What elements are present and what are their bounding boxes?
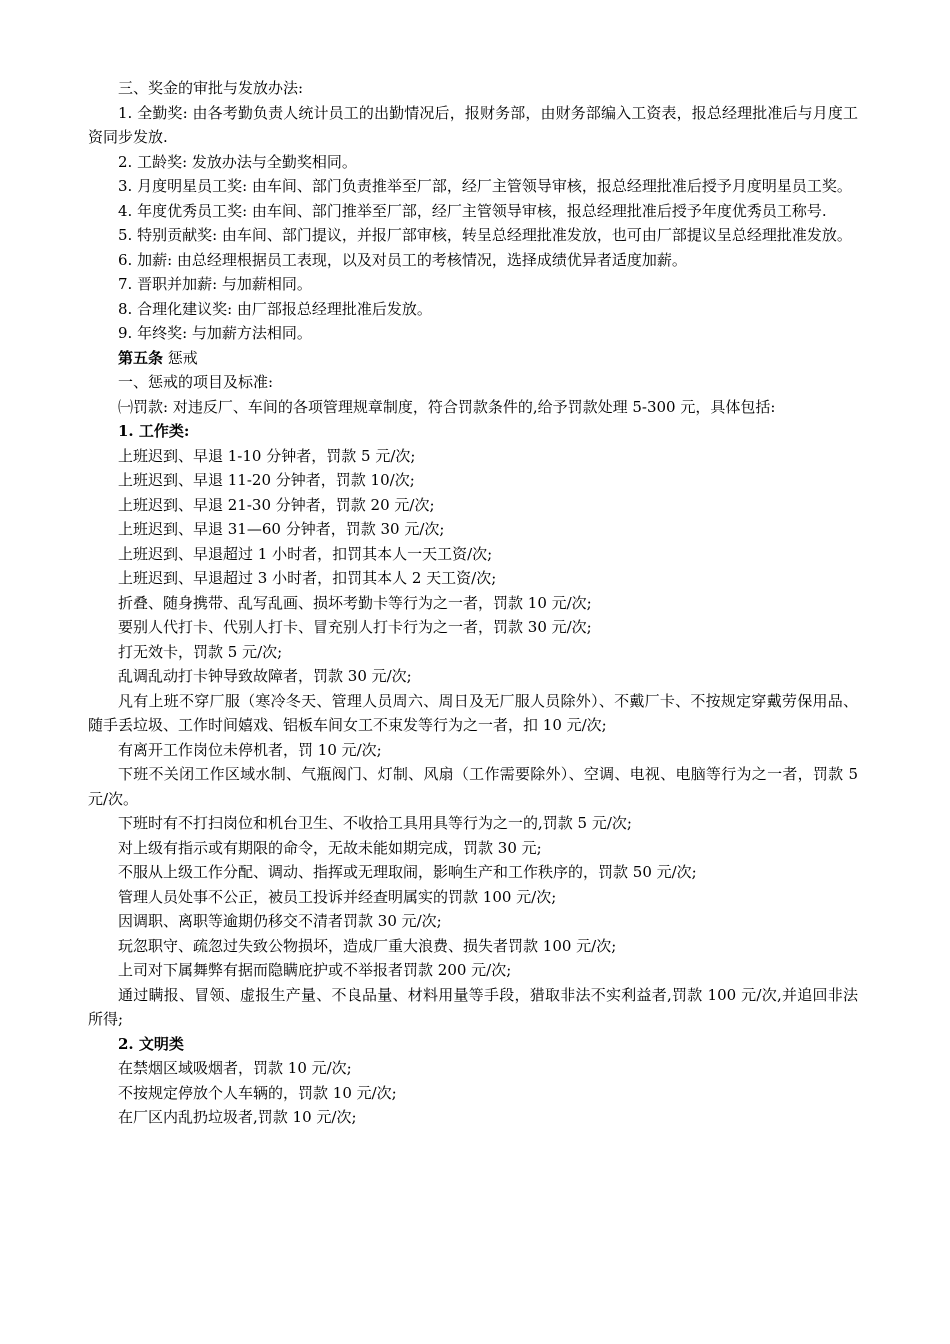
paragraph: 一、惩戒的项目及标准: xyxy=(118,373,274,391)
paragraph: 5. 特别贡献奖: 由车间、部门提议，并报厂部审核，转呈总经理批准发放，也可由厂部提议呈总经理批准发放。 xyxy=(118,226,852,244)
list-item: 上班迟到、早退超过 1 小时者，扣罚其本人一天工资/次; xyxy=(118,544,493,563)
list-item: 对上级有指示或有期限的命令，无故未能如期完成，罚款 30 元; xyxy=(118,838,542,857)
list-item: 要别人代打卡、代别人打卡、冒充别人打卡行为之一者，罚款 30 元/次; xyxy=(118,618,592,636)
section-title: 1. 工作类: xyxy=(118,422,190,440)
paragraph: 三、奖金的审批与发放办法: xyxy=(118,79,304,97)
list-item: 上班迟到、早退超过 3 小时者，扣罚其本人 2 天工资/次; xyxy=(118,569,497,587)
list-item: 通过瞒报、冒领、虚报生产量、不良品量、材料用量等手段，猎取非法不实利益者,罚款 100 元/次,并追回非法所得; xyxy=(88,985,858,1028)
list-item: 玩忽职守、疏忽过失致公物损坏，造成厂重大浪费、损失者罚款 100 元/次; xyxy=(118,936,617,955)
list-item: 上司对下属舞弊有据而隐瞒庇护或不举报者罚款 200 元/次; xyxy=(118,961,512,979)
article-heading xyxy=(88,346,858,371)
paragraph: 1. 全勤奖: 由各考勤负责人统计员工的出勤情况后，报财务部，由财务部编入工资表，报总经理批准后与月度工资同步发放. xyxy=(88,103,858,146)
list-item: 打无效卡，罚款 5 元/次; xyxy=(118,642,283,661)
paragraph: 2. 工龄奖: 发放办法与全勤奖相同。 xyxy=(118,152,357,171)
list-item: 乱调乱动打卡钟导致故障者，罚款 30 元/次; xyxy=(118,667,412,685)
paragraph: 3. 月度明星员工奖: 由车间、部门负责推举至厂部，经厂主管领导审核，报总经理批准后授予月度明星员工奖。 xyxy=(118,177,852,195)
list-item: 在厂区内乱扔垃圾者,罚款 10 元/次; xyxy=(118,1108,357,1126)
list-item: 折叠、随身携带、乱写乱画、损坏考勤卡等行为之一者，罚款 10 元/次; xyxy=(118,593,592,612)
paragraph: 6. 加薪: 由总经理根据员工表现，以及对员工的考核情况，选择成绩优异者适度加薪。 xyxy=(118,250,687,269)
list-item: 下班时有不打扫岗位和机台卫生、不收拾工具用具等行为之一的,罚款 5 元/次; xyxy=(118,814,632,832)
list-item: 不按规定停放个人车辆的，罚款 10 元/次; xyxy=(118,1083,397,1102)
list-item: 上班迟到、早退 11-20 分钟者，罚款 10/次; xyxy=(118,471,415,489)
section-heading xyxy=(88,419,858,444)
paragraph: 8. 合理化建议奖: 由厂部报总经理批准后发放。 xyxy=(118,299,432,318)
paragraph: 9. 年终奖: 与加薪方法相同。 xyxy=(118,324,312,342)
list-item: 有离开工作岗位未停机者，罚 10 元/次; xyxy=(118,740,382,759)
list-item: 上班迟到、早退 21-30 分钟者，罚款 20 元/次; xyxy=(118,495,435,514)
list-item: 上班迟到、早退 31—60 分钟者，罚款 30 元/次; xyxy=(118,520,445,538)
list-item: 管理人员处事不公正，被员工投诉并经查明属实的罚款 100 元/次; xyxy=(118,887,557,906)
section-heading xyxy=(88,1032,858,1057)
section-title: 2. 文明类 xyxy=(118,1034,184,1053)
article-number: 第五条 xyxy=(118,348,164,367)
list-item: 因调职、离职等逾期仍移交不清者罚款 30 元/次; xyxy=(118,912,442,930)
article-title: 惩戒 xyxy=(163,348,198,367)
paragraph: ㈠罚款: 对违反厂、车间的各项管理规章制度，符合罚款条件的,给予罚款处理 5-300 元，具体包括: xyxy=(118,397,776,416)
list-item: 下班不关闭工作区域水制、气瓶阀门、灯制、风扇（工作需要除外）、空调、电视、电脑等行为之一者，罚款 5 元/次。 xyxy=(88,765,858,808)
paragraph: 7. 晋职并加薪: 与加薪相同。 xyxy=(118,275,312,293)
paragraph: 4. 年度优秀员工奖: 由车间、部门推举至厂部，经厂主管领导审核，报总经理批准后授予年度优秀员工称号. xyxy=(118,201,827,220)
list-item: 上班迟到、早退 1-10 分钟者，罚款 5 元/次; xyxy=(118,446,416,465)
list-item: 在禁烟区域吸烟者，罚款 10 元/次; xyxy=(118,1059,352,1077)
list-item: 凡有上班不穿厂服（寒冷冬天、管理人员周六、周日及无厂服人员除外）、不戴厂卡、不按规定穿戴劳保用品、随手丢垃圾、工作时间嬉戏、铝板车间女工不束发等行为之一者，扣 10 元/次; xyxy=(88,691,858,734)
list-item: 不服从上级工作分配、调动、指挥或无理取闹，影响生产和工作秩序的，罚款 50 元/次; xyxy=(118,863,697,881)
